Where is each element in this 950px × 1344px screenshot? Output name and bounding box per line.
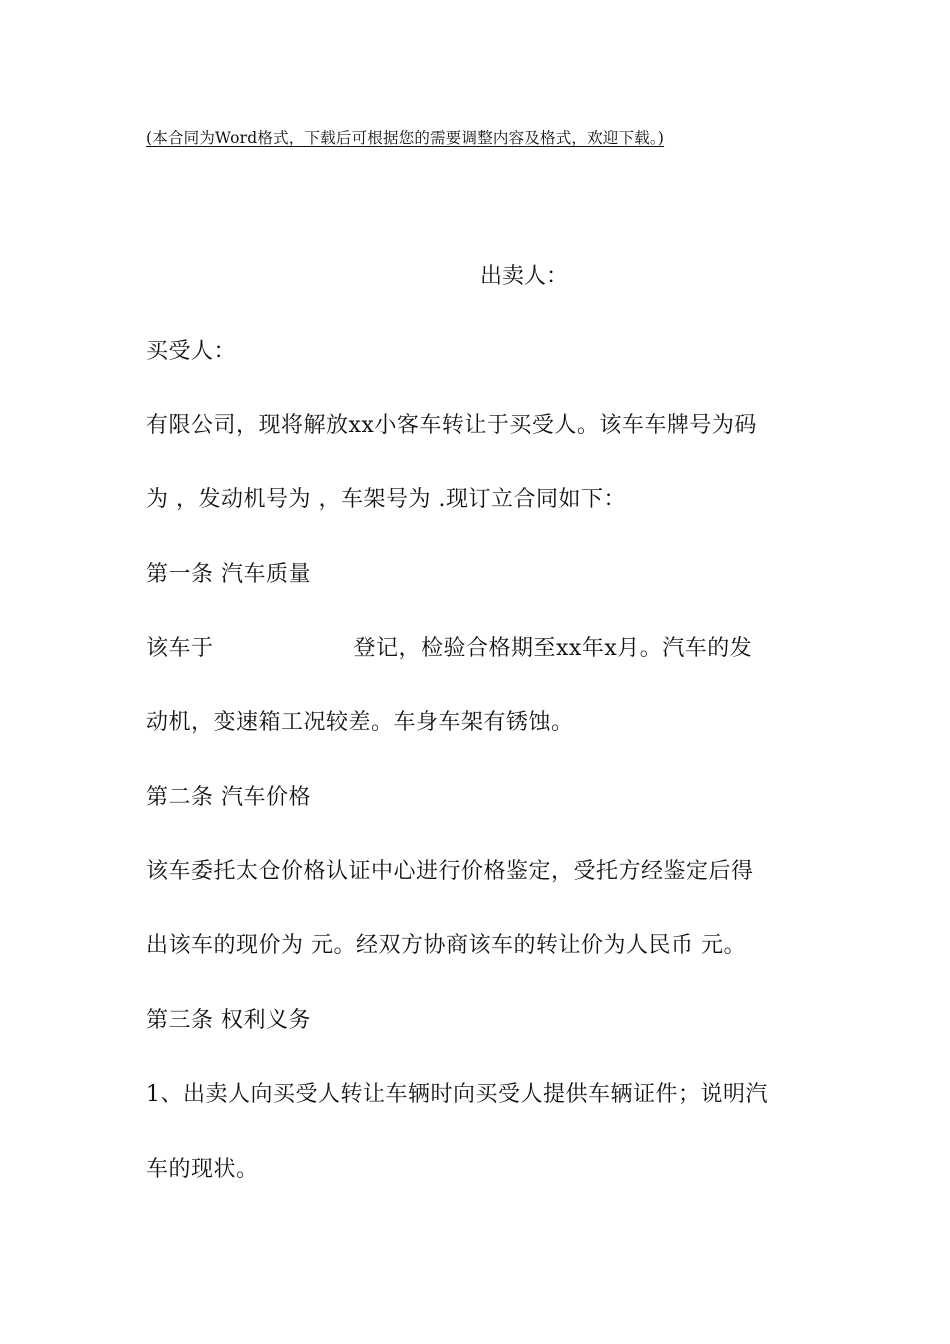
paragraph-line: 有限公司，现将解放xx小客车转让于买受人。该车车牌号为码 <box>146 413 757 438</box>
paragraph-line: 1、出卖人向买受人转让车辆时向买受人提供车辆证件；说明汽 <box>146 1082 768 1107</box>
article-heading: 第二条 汽车价格 <box>146 785 311 810</box>
paragraph-line <box>146 634 752 664</box>
paragraph-segment: 登记，检验合格期至xx年x月。汽车的发 <box>353 636 753 661</box>
paragraph-line: 该车委托太仓价格认证中心进行价格鉴定，受托方经鉴定后得 <box>146 859 754 884</box>
paragraph-segment: 该车于 <box>146 636 214 661</box>
paragraph-line: 出该车的现价为 元。经双方协商该车的转让价为人民币 元。 <box>146 933 746 958</box>
paragraph-line: 为 ，发动机号为 ，车架号为 .现订立合同如下： <box>146 487 626 512</box>
format-note: (本合同为Word格式，下载后可根据您的需要调整内容及格式，欢迎下载。) <box>146 129 665 147</box>
article-heading: 第一条 汽车质量 <box>146 562 311 587</box>
paragraph-line: 车的现状。 <box>146 1157 259 1182</box>
buyer-label: 买受人： <box>146 339 237 364</box>
article-heading: 第三条 权利义务 <box>146 1008 311 1033</box>
paragraph-line: 动机，变速箱工况较差。车身车架有锈蚀。 <box>146 710 574 735</box>
seller-label: 出卖人： <box>480 264 569 289</box>
